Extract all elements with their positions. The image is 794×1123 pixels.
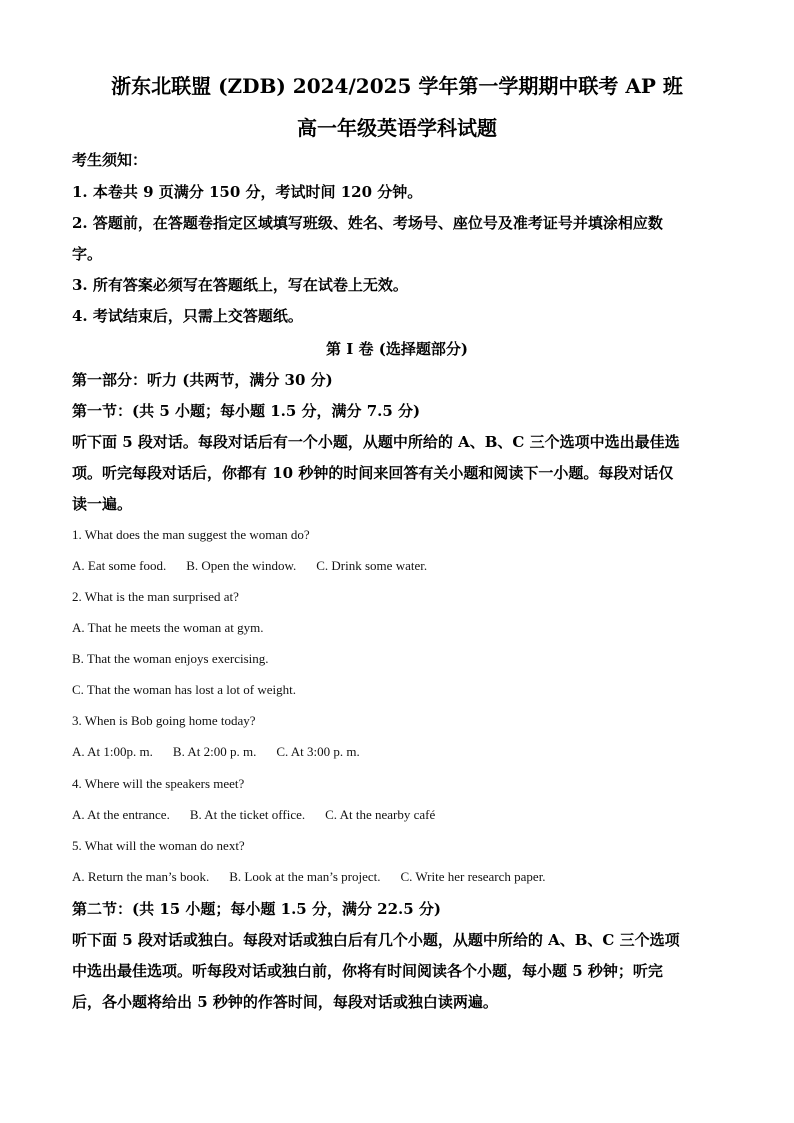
question-3-option-b[interactable]: B. At 2:00 p. m. <box>172 744 257 759</box>
question-4-options <box>72 807 722 823</box>
question-5-options <box>72 869 722 885</box>
section1-instructions-2: 项。听完每段对话后，你都有 10 秒钟的时间来回答有关小题和阅读下一小题。每段对话仅 <box>72 464 674 482</box>
question-2-option-b[interactable]: B. That the woman enjoys exercising. <box>72 651 269 666</box>
question-2-option-c[interactable]: C. That the woman has lost a lot of weight. <box>72 682 296 697</box>
section2-instructions-2: 中选出最佳选项。听每段对话或独白前，你将有时间阅读各个小题，每小题 5 秒钟；听完 <box>72 962 663 980</box>
question-4-stem: 4. Where will the speakers meet? <box>72 776 245 791</box>
question-4-option-a[interactable]: A. At the entrance. <box>72 807 170 822</box>
exam-subtitle: 高一年级英语学科试题 <box>297 116 497 140</box>
question-5-option-a[interactable]: A. Return the man’s book. <box>72 869 210 884</box>
question-3-stem: 3. When is Bob going home today? <box>72 713 256 728</box>
notice-heading: 考生须知： <box>72 151 148 169</box>
question-5-option-b[interactable]: B. Look at the man’s project. <box>229 869 381 884</box>
section1-instructions-3: 读一遍。 <box>72 495 133 513</box>
notice-item-3: 3. 所有答案必须写在答题纸上，写在试卷上无效。 <box>72 276 408 294</box>
question-5-stem: 5. What will the woman do next? <box>72 838 245 853</box>
section2-instructions-1: 听下面 5 段对话或独白。每段对话或独白后有几个小题，从题中所给的 A、B、C 三个选项 <box>72 931 680 949</box>
question-1-option-b[interactable]: B. Open the window. <box>186 558 297 573</box>
section1-heading: 第一节：(共 5 小题；每小题 1.5 分，满分 7.5 分) <box>72 402 421 420</box>
question-1-option-a[interactable]: A. Eat some food. <box>72 558 167 573</box>
exam-title: 浙东北联盟 (ZDB) 2024/2025 学年第一学期期中联考 AP 班 <box>111 74 683 98</box>
section2-instructions-3: 后，各小题将给出 5 秒钟的作答时间，每段对话或独白读两遍。 <box>72 993 498 1011</box>
question-3-option-c[interactable]: C. At 3:00 p. m. <box>276 744 360 759</box>
question-1-option-c[interactable]: C. Drink some water. <box>316 558 428 573</box>
notice-item-2-cont: 字。 <box>72 245 103 263</box>
question-4-option-b[interactable]: B. At the ticket office. <box>189 807 306 822</box>
volume-heading: 第 I 卷 (选择题部分) <box>326 340 468 358</box>
section2-heading: 第二节：(共 15 小题；每小题 1.5 分，满分 22.5 分) <box>72 900 442 918</box>
notice-item-2: 2. 答题前，在答题卷指定区域填写班级、姓名、考场号、座位号及准考证号并填涂相应数 <box>72 214 663 232</box>
question-1-options <box>72 558 722 574</box>
section1-instructions-1: 听下面 5 段对话。每段对话后有一个小题，从题中所给的 A、B、C 三个选项中选出最佳选 <box>72 433 680 451</box>
question-5-option-c[interactable]: C. Write her research paper. <box>400 869 546 884</box>
question-3-option-a[interactable]: A. At 1:00p. m. <box>72 744 153 759</box>
question-3-options <box>72 744 722 760</box>
notice-item-1: 1. 本卷共 9 页满分 150 分，考试时间 120 分钟。 <box>72 183 423 201</box>
notice-item-4: 4. 考试结束后，只需上交答题纸。 <box>72 307 303 325</box>
question-2-option-a[interactable]: A. That he meets the woman at gym. <box>72 620 264 635</box>
question-1-stem: 1. What does the man suggest the woman do? <box>72 527 310 542</box>
question-4-option-c[interactable]: C. At the nearby café <box>325 807 436 822</box>
part1-heading: 第一部分：听力 (共两节，满分 30 分) <box>72 371 333 389</box>
question-2-stem: 2. What is the man surprised at? <box>72 589 239 604</box>
